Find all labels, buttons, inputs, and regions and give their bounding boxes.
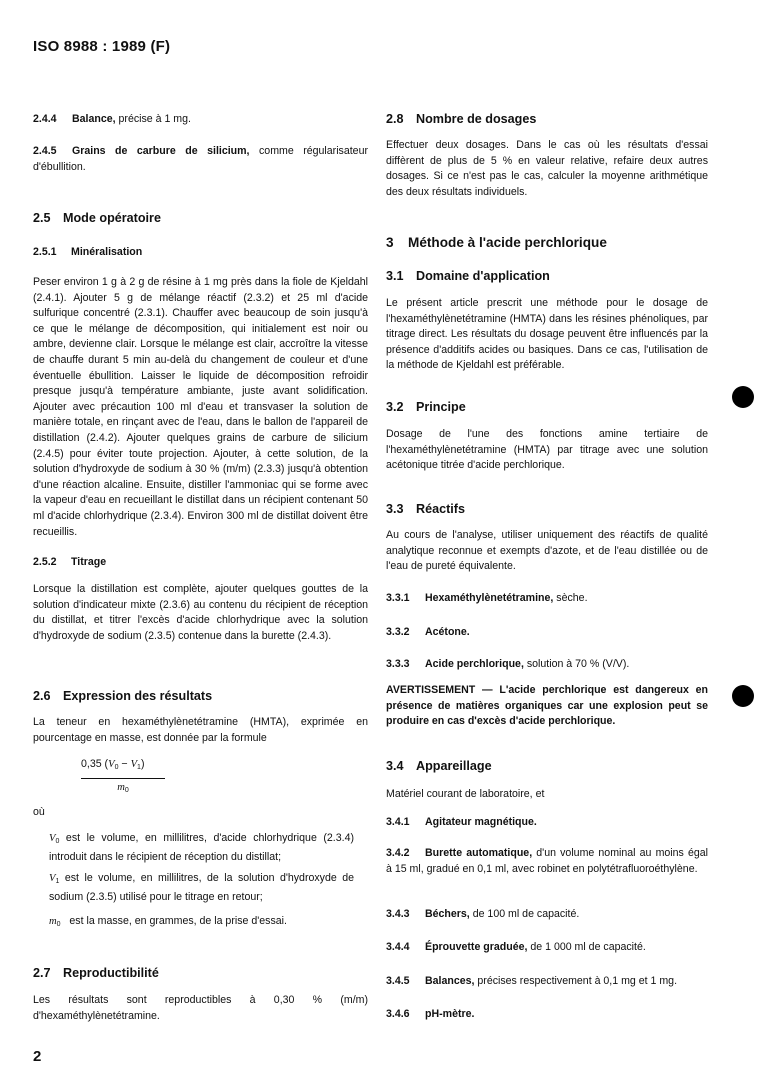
paragraph-2-6: La teneur en hexaméthylènetétramine (HMTA), exprimée en pourcentage en masse, est donnée par la formule xyxy=(33,716,368,744)
formula-numerator: 0,35 $(V_0 - V_1)$ xyxy=(81,758,145,771)
section-heading-3-4: 3.4 Appareillage xyxy=(386,759,492,773)
section-heading-2-6: 2.6 Expression des résultats xyxy=(33,689,213,703)
item-3-4-1: 3.4.1 Agitateur magnétique. xyxy=(386,816,537,828)
fraction-bar xyxy=(81,778,165,779)
paragraph-3-1: Le présent article prescrit une méthode pour le dosage de l'hexaméthylènetétramine (HMTA) dans les résines phénoliques, par titrage direct. Les résultats du dosage peuvent être influencés par la présence d'additifs acides ou basiques. Dans ce cas, l'utilisation de la méthode de Kjeldahl est préférable. xyxy=(386,297,708,372)
item-3-4-2: 3.4.2 Burette automatique, d'un volume nominal au moins égal à 15 ml, gradué en 0,1 ml, avec robinet en polytétrafluoroéthylène. xyxy=(386,847,708,875)
warning-text: AVERTISSEMENT — L'acide perchlorique est dangereux en présence de matières organiques car une explosion peut se produire en cas d'excès d'acide perchlorique. xyxy=(386,684,708,728)
item-2-4-5: 2.4.5 Grains de carbure de silicium, comme régularisateur d'ébullition. xyxy=(33,145,368,173)
margin-change-marker xyxy=(732,386,754,408)
where-label: où xyxy=(33,806,45,818)
definition-m0: $m_0$ est la masse, en grammes, de la prise d'essai. xyxy=(49,915,287,928)
page-number: 2 xyxy=(33,1048,42,1065)
item-3-4-6: 3.4.6 pH-mètre. xyxy=(386,1008,475,1020)
formula xyxy=(81,757,165,798)
item-2-4-4: 2.4.4 Balance, précise à 1 mg. xyxy=(33,113,191,125)
definition-v0: $V_0$ est le volume, en millilitres, d'acide chlorhydrique (2.3.4) introduit dans le récipient de réception du distillat; xyxy=(49,832,354,863)
definition-v1: $V_1$ est le volume, en millilitres, de la solution d'hydroxyde de sodium (2.3.5) utilisé pour le titrage en retour; xyxy=(49,872,354,903)
section-heading-2-7: 2.7 Reproductibilité xyxy=(33,966,159,980)
subsection-heading-2-5-1: 2.5.1 Minéralisation xyxy=(33,246,143,258)
item-3-4-3: 3.4.3 Béchers, de 100 ml de capacité. xyxy=(386,908,580,920)
section-heading-2-8: 2.8 Nombre de dosages xyxy=(386,112,537,126)
section-heading-3-2: 3.2 Principe xyxy=(386,400,466,414)
paragraph-2-5-2: Lorsque la distillation est complète, ajouter quelques gouttes de la solution d'indicateur mixte (2.3.6) au contenu du récipient de réception du distillat, et titrer l'excès d'acide chlorhydrique avec la solution d'hydroxyde de sodium (2.3.5) contenue dans la burette (2.4.3). xyxy=(33,583,368,642)
formula-denominator: $m_0$ xyxy=(117,781,129,794)
section-heading-3: 3 Méthode à l'acide perchlorique xyxy=(386,235,607,250)
item-3-4-5: 3.4.5 Balances, précises respectivement à 0,1 mg et 1 mg. xyxy=(386,975,678,987)
item-3-3-1: 3.3.1 Hexaméthylènetétramine, sèche. xyxy=(386,592,588,604)
section-heading-3-1: 3.1 Domaine d'application xyxy=(386,269,550,283)
paragraph-3-4: Matériel courant de laboratoire, et xyxy=(386,788,545,800)
document-header: ISO 8988 : 1989 (F) xyxy=(33,38,171,55)
section-heading-3-3: 3.3 Réactifs xyxy=(386,502,465,516)
paragraph-3-3: Au cours de l'analyse, utiliser uniquement des réactifs de qualité analytique reconnue et exempts d'azote, et de l'eau distillée ou de l'eau de pureté équivalente. xyxy=(386,529,708,573)
item-3-3-3: 3.3.3 Acide perchlorique, solution à 70 % (V/V). xyxy=(386,658,630,670)
margin-change-marker xyxy=(732,685,754,707)
item-3-3-2: 3.3.2 Acétone. xyxy=(386,626,470,638)
paragraph-3-2: Dosage de l'une des fonctions amine tertiaire de l'hexaméthylènetétramine (HMTA) par titrage avec une solution acétonique titrée d'acide perchlorique. xyxy=(386,428,708,472)
item-3-4-4: 3.4.4 Éprouvette graduée, de 1 000 ml de capacité. xyxy=(386,941,646,953)
paragraph-2-7: Les résultats sont reproductibles à 0,30 % (m/m) d'hexaméthylènetétramine. xyxy=(33,994,368,1022)
subsection-heading-2-5-2: 2.5.2 Titrage xyxy=(33,556,107,568)
paragraph-2-5-1: Peser environ 1 g à 2 g de résine à 1 mg près dans la fiole de Kjeldahl (2.4.1). Ajouter 5 g de mélange réactif (2.3.2) et 25 ml d'acide sulfurique concentré (2.3.1). Chauffer avec beaucoup de soin jusqu'à ce que le mélange de décomposition, qui initialement est noir ou ambre, devienne clair. Lorsque le mélange est clair, accroître la vitesse de chauffe durant 5 min au-delà du changement de couleur et d'une éventuelle ébullition. Laisser le liquide de décomposition refroidir presque jusqu'à température ambiante, juste avant solidification. Ajouter avec précaution 100 ml d'eau et transvaser la solution de manière totale, en rinçant avec de l'eau, dans le ballon de l'appareil de distillation (2.4.2). Ajouter quelques grains de carbure de silicium (2.4.5) pour éviter toute projection. Ajouter, à cette solution, de la solution d'hydroxyde de sodium à 30 % (m/m) (2.3.3) jusqu'à obtention d'une réaction alcaline. Ensuite, distiller l'ammoniac qui se forme avec la vapeur d'eau en recueillant le distillat dans un récipient contenant 50 ml d'acide chlorhydrique (2.3.4). Environ 300 ml de distillat doivent être recueillis. xyxy=(33,276,368,538)
paragraph-2-8: Effectuer deux dosages. Dans le cas où les résultats d'essai diffèrent de plus de 5 % en valeur relative, refaire deux autres dosages. Si ce n'est pas le cas, calculer la moyenne arithmétique des deux résultats individuels. xyxy=(386,139,708,198)
section-heading-2-5: 2.5 Mode opératoire xyxy=(33,211,161,225)
